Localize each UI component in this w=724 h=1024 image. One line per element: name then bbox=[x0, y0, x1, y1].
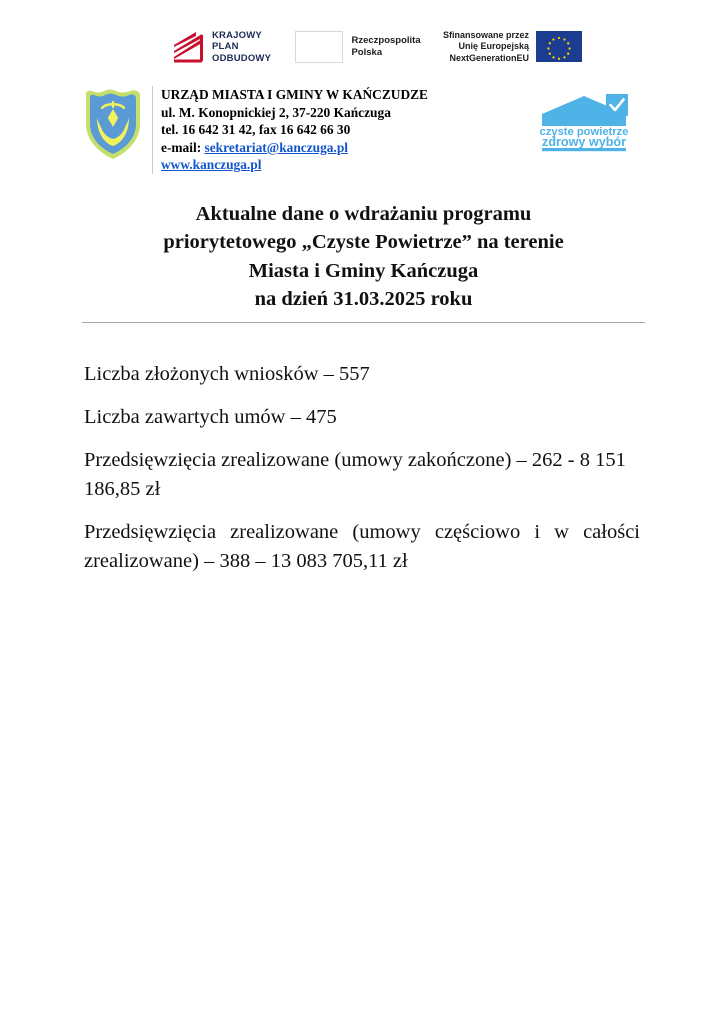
eu-line-1: Sfinansowane przez bbox=[442, 30, 529, 41]
stat-line: Przedsięwzięcia zrealizowane (umowy zakończone) – 262 - 8 151 186,85 zł bbox=[84, 449, 626, 500]
czyste-powietrze-logo bbox=[530, 92, 642, 154]
office-website-line bbox=[161, 156, 428, 174]
european-union-flag-icon bbox=[536, 31, 582, 62]
page-title-line-3: Miasta i Gminy Kańczuga bbox=[248, 259, 479, 282]
krajowy-plan-odbudowy-logo bbox=[172, 30, 271, 64]
czyste-powietrze-line-1: czyste powietrze bbox=[539, 126, 629, 138]
kpo-mark-icon bbox=[172, 30, 206, 64]
title-divider bbox=[82, 322, 645, 323]
rzeczpospolita-polska-logo bbox=[295, 31, 420, 63]
office-address-block bbox=[161, 86, 428, 174]
office-phone-fax: tel. 16 642 31 42, fax 16 642 66 30 bbox=[161, 122, 351, 138]
funding-logo-strip bbox=[172, 24, 582, 70]
email-link[interactable]: sekretariat@kanczuga.pl bbox=[204, 139, 349, 155]
kpo-line-3: ODBUDOWY bbox=[212, 52, 272, 64]
stat-line: Liczba złożonych wniosków – 557 bbox=[84, 363, 370, 385]
kpo-logo-text bbox=[212, 30, 271, 64]
page-title-line-2: priorytetowego „Czyste Powietrze” na terenie bbox=[163, 231, 564, 254]
kpo-line-1: KRAJOWY bbox=[212, 29, 262, 41]
website-link[interactable]: www.kanczuga.pl bbox=[161, 157, 262, 173]
stat-line: Liczba zawartych umów – 475 bbox=[84, 406, 337, 428]
office-name: URZĄD MIASTA I GMINY W KAŃCZUDZE bbox=[161, 87, 428, 102]
eu-line-3: NextGenerationEU bbox=[449, 52, 529, 63]
eu-funding-text bbox=[443, 30, 529, 64]
office-street-address: ul. M. Konopnickiej 2, 37-220 Kańczuga bbox=[161, 104, 391, 120]
rzeczpospolita-polska-text bbox=[351, 35, 420, 58]
header-divider bbox=[152, 86, 153, 174]
european-union-funding-logo bbox=[443, 30, 582, 64]
czyste-powietrze-line-2: zdrowy wybór bbox=[542, 135, 626, 149]
page-title-line-4: na dzień 31.03.2025 roku bbox=[254, 288, 473, 311]
statistics-list bbox=[84, 360, 640, 590]
poland-flag-icon bbox=[295, 31, 343, 63]
email-label: e-mail: bbox=[161, 139, 202, 155]
rp-line-2: Polska bbox=[351, 47, 383, 58]
rp-line-1: Rzeczpospolita bbox=[351, 35, 421, 47]
stat-line: Przedsięwzięcia zrealizowane (umowy częściowo i w całości zrealizowane) – 388 – 13 083 705,11 zł bbox=[84, 521, 640, 572]
eu-line-2: Unię Europejską bbox=[458, 41, 529, 52]
office-email-line bbox=[161, 139, 428, 157]
page-title-line-1: Aktualne dane o wdrażaniu programu bbox=[195, 203, 532, 225]
kanczuga-coat-of-arms-icon bbox=[82, 88, 144, 162]
kpo-line-2: PLAN bbox=[212, 41, 239, 53]
page-title bbox=[82, 200, 645, 314]
